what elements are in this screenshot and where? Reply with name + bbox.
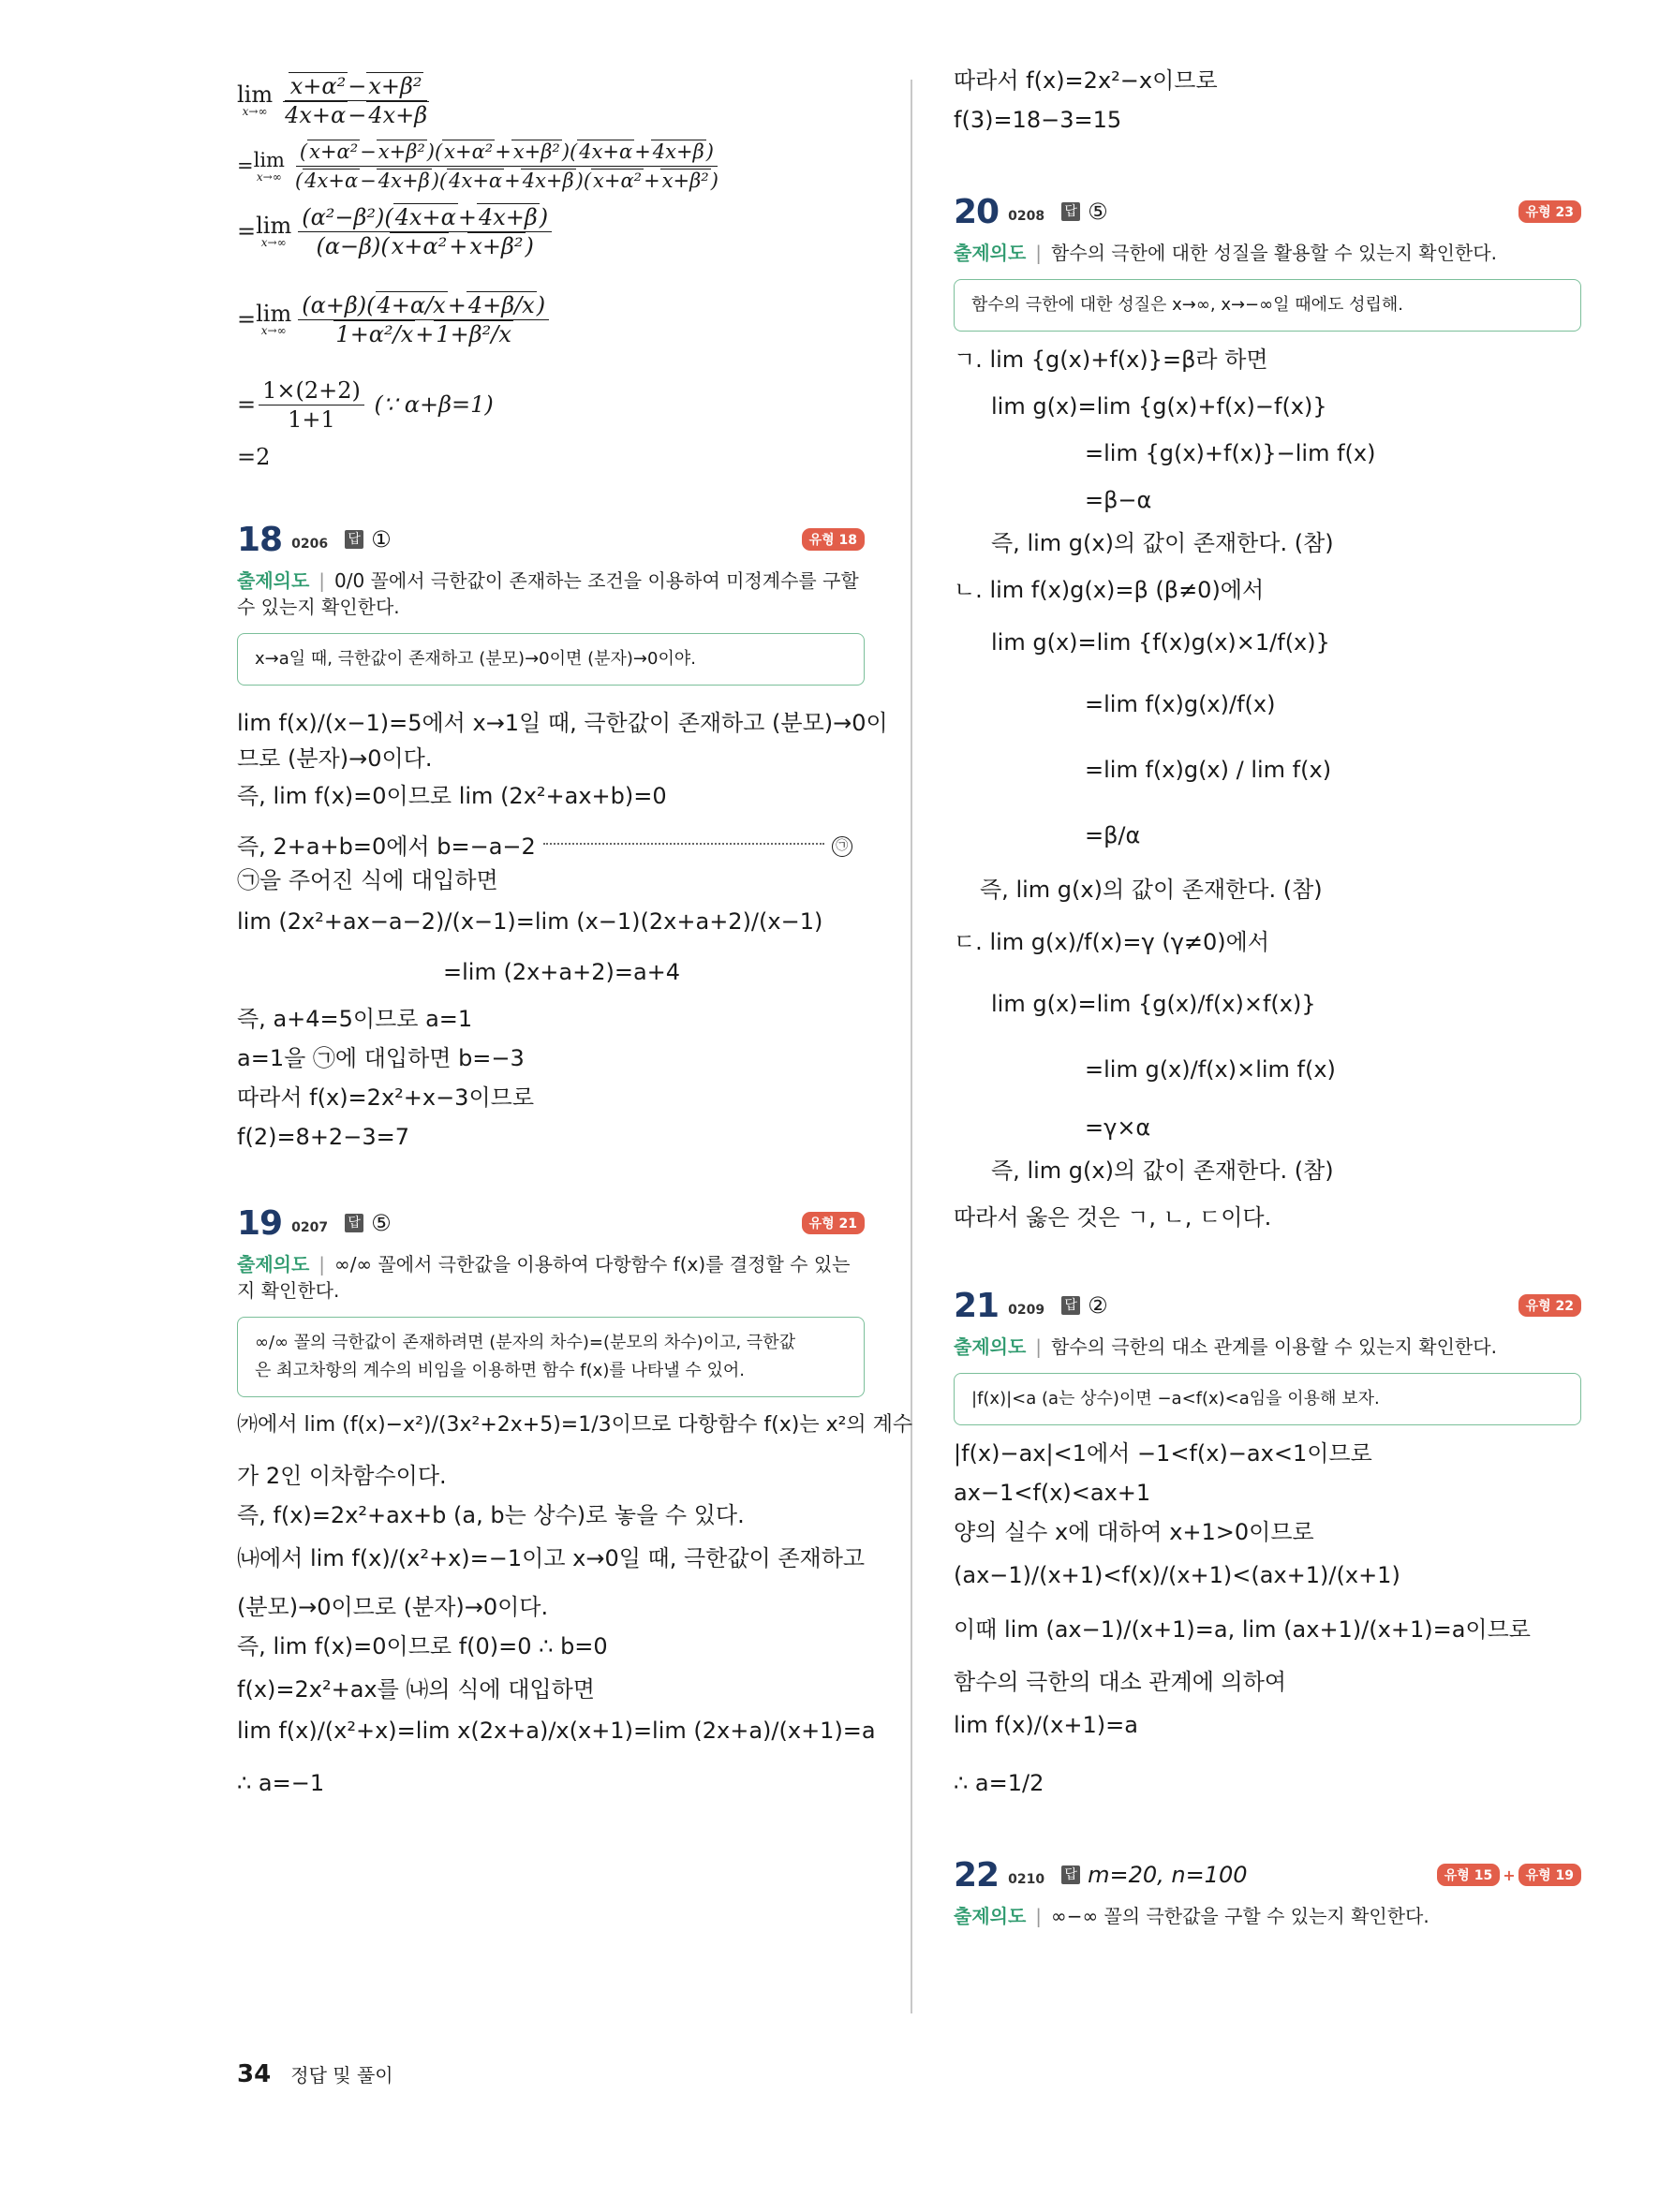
q19-header [237, 1204, 865, 1242]
q21-answer: ② [1088, 1292, 1108, 1319]
page-number: 34 [237, 2060, 272, 2088]
q20-line-7: lim g(x)=lim {f(x)g(x)×1/f(x)} [991, 629, 1330, 656]
q18-line-6: lim (2x²+ax−a−2)/(x−1)=lim (x−1)(2x+a+2)/(x−1) [237, 908, 823, 935]
q17-step-4: = lim x→∞ $\frac{(\alpha+\beta)(4+\alpha/x+4+\beta/x)}{\text{1+α²/x+1+β²/x}}$ [237, 264, 865, 375]
q21-hint-box [954, 1373, 1581, 1425]
q18-line-11: f(2)=8+2−3=7 [237, 1124, 409, 1150]
q18-section [237, 520, 888, 1163]
q18-hint-text: x→a일 때, 극한값이 존재하고 (분모)→0이면 (분자)→0이야. [255, 649, 696, 669]
q19-line-7: f(x)=2x²+ax를 ㈏의 식에 대입하면 [237, 1676, 595, 1703]
q21-hint-text: |f(x)|<a (a는 상수)이면 −a<f(x)<a임을 이용해 보자. [971, 1389, 1380, 1408]
q19-answer: ⑤ [371, 1210, 392, 1236]
q19-intent-text: ∞/∞ 꼴에서 극한값을 이용하여 다항함수 f(x)를 결정할 수 있는지 확인한다. [237, 1253, 851, 1302]
q19-line-6: 즉, lim f(x)=0이므로 f(0)=0 ∴ b=0 [237, 1633, 608, 1659]
q18-type-badge: 유형 18 [802, 528, 865, 551]
q21-line-6: 함수의 극한의 대소 관계에 의하여 [954, 1669, 1287, 1695]
q17-step-3: = lim x→∞ $\frac{\text{(α²−β²)(4x+α+4x+β)}}{\text{(α−β)(x+α²+x+β²)}}$ [237, 199, 865, 264]
q22-type-badges [1437, 1864, 1581, 1886]
q18-line-5: ㉠을 주어진 식에 대입하면 [237, 867, 498, 893]
q22-section [954, 1856, 1581, 1929]
q18-line-9: a=1을 ㉠에 대입하면 b=−3 [237, 1045, 525, 1071]
q20-hint-box [954, 279, 1581, 332]
q17-step-1: lim x→∞ $\frac{\text{x+α²−x+β²}}{4x+\alpha-4x+\beta}$ [237, 72, 428, 128]
q18-line-2: 므로 (분자)→0이다. [237, 745, 433, 772]
q20-number: 20 [954, 192, 1000, 231]
q21-number: 21 [954, 1286, 1000, 1325]
q20-type-badge: 유형 23 [1518, 200, 1581, 223]
q21-line-7: lim f(x)/(x+1)=a [954, 1712, 1138, 1738]
q19-line-8: lim f(x)/(x²+x)=lim x(2x+a)/x(x+1)=lim (2x+a)/(x+1)=a [237, 1718, 876, 1744]
q21-line-3: 양의 실수 x에 대하여 x+1>0이므로 [954, 1519, 1314, 1545]
q19-tail-line-2: f(3)=18−3=15 [954, 107, 1122, 133]
q22-type-badge-1: 유형 15 [1437, 1864, 1500, 1886]
q18-code: 0206 [291, 537, 329, 552]
q21-line-5: 이때 lim (ax−1)/(x+1)=a, lim (ax+1)/(x+1)=a이므로 [954, 1616, 1531, 1643]
q20-intent: 출제의도 | 함수의 극한에 대한 성질을 활용할 수 있는지 확인한다. [954, 242, 1497, 264]
q18-hint-box [237, 633, 865, 686]
q22-answer: m=20, n=100 [1088, 1862, 1248, 1888]
q18-line-7: =lim (2x+a+2)=a+4 [443, 959, 681, 985]
q22-badge-plus: + [1503, 1865, 1516, 1884]
q20-line-12: ㄷ. lim g(x)/f(x)=γ (γ≠0)에서 [954, 929, 1270, 955]
q20-section [954, 193, 1581, 1246]
q19-line-1: ㈎에서 lim (f(x)−x²)/(3x²+2x+5)=1/3이므로 다항함수 f(x)는 x²의 계수 [237, 1413, 913, 1437]
q20-line-17: 따라서 옳은 것은 ㄱ, ㄴ, ㄷ이다. [954, 1204, 1272, 1231]
q20-line-11: 즉, lim g(x)의 값이 존재한다. (참) [980, 877, 1323, 903]
q19-continuation [954, 67, 1581, 146]
answer-label: 답 [1061, 202, 1080, 221]
q18-intent-text: 0/0 꼴에서 극한값이 존재하는 조건을 이용하여 미정계수를 구할 수 있는지 확인한다. [237, 569, 859, 618]
q17-result: =2 [237, 444, 271, 470]
q19-line-2: 가 2인 이차함수이다. [237, 1463, 447, 1489]
q21-type-badge: 유형 22 [1518, 1294, 1581, 1317]
intent-label: 출제의도 [954, 242, 1027, 264]
q20-intent-text: 함수의 극한에 대한 성질을 활용할 수 있는지 확인한다. [1051, 242, 1497, 264]
q20-line-13: lim g(x)=lim {g(x)/f(x)×f(x)} [991, 991, 1316, 1017]
q18-mark: ㉠ [832, 836, 852, 857]
q17-step-2: = lim x→∞ $\frac{\text{(x+α²−x+β²)(x+α²+x+β²)(4x+α+4x+β)}}{\text{(4x+α−4x+β)(4x+α+4x+β)(x+α²+x+β²)}}$ [237, 140, 718, 192]
q19-type-badge: 유형 21 [802, 1212, 865, 1234]
left-column [237, 67, 913, 1809]
page-footer [237, 2060, 393, 2088]
q19-section [237, 1203, 913, 1809]
q19-tail-line-1: 따라서 f(x)=2x²−x이므로 [954, 67, 1218, 94]
q18-intent: 출제의도 | 0/0 꼴에서 극한값이 존재하는 조건을 이용하여 미정계수를 구할 수 있는지 확인한다. [237, 569, 859, 618]
q18-line-3: 즉, lim f(x)=0이므로 lim (2x²+ax+b)=0 [237, 783, 667, 809]
q18-line-4: 즉, 2+a+b=0에서 b=−a−2 ㉠ [237, 826, 865, 867]
q19-hint-line-1: ∞/∞ 꼴의 극한값이 존재하려면 (분자의 차수)=(분모의 차수)이고, 극한값 [255, 1333, 796, 1352]
q20-line-9: =lim f(x)g(x) / lim f(x) [1085, 757, 1332, 783]
q20-line-6: ㄴ. lim f(x)g(x)=β (β≠0)에서 [954, 577, 1265, 603]
q19-number: 19 [237, 1203, 283, 1243]
q18-header [237, 521, 865, 558]
q22-type-badge-2: 유형 19 [1518, 1864, 1581, 1886]
q20-line-10: =β/α [1085, 822, 1141, 848]
q20-line-8: =lim f(x)g(x)/f(x) [1085, 691, 1276, 717]
q21-line-1: |f(x)−ax|<1에서 −1<f(x)−ax<1이므로 [954, 1440, 1372, 1467]
column-divider [911, 80, 912, 2013]
q17-continuation [237, 67, 865, 479]
q19-intent: 출제의도 | ∞/∞ 꼴에서 극한값을 이용하여 다항함수 f(x)를 결정할 수 있는지 확인한다. [237, 1253, 851, 1302]
answer-label: 답 [1061, 1296, 1080, 1315]
q21-intent: 출제의도 | 함수의 극한의 대소 관계를 이용할 수 있는지 확인한다. [954, 1335, 1497, 1358]
q19-code: 0207 [291, 1220, 329, 1235]
q21-line-4: (ax−1)/(x+1)<f(x)/(x+1)<(ax+1)/(x+1) [954, 1562, 1400, 1588]
q22-intent-text: ∞−∞ 꼴의 극한값을 구할 수 있는지 확인한다. [1051, 1905, 1429, 1927]
right-column [954, 67, 1581, 1929]
intent-label: 출제의도 [954, 1905, 1027, 1927]
q18-line-8: 즉, a+4=5이므로 a=1 [237, 1006, 473, 1032]
answer-label: 답 [1061, 1865, 1080, 1884]
q18-number: 18 [237, 520, 283, 559]
q21-section [954, 1287, 1581, 1819]
q21-intent-text: 함수의 극한의 대소 관계를 이용할 수 있는지 확인한다. [1051, 1335, 1497, 1358]
q20-line-1: ㄱ. lim {g(x)+f(x)}=β라 하면 [954, 347, 1268, 373]
q20-line-5: 즉, lim g(x)의 값이 존재한다. (참) [991, 530, 1334, 556]
q20-line-4: =β−α [1085, 487, 1152, 513]
q20-header [954, 193, 1581, 230]
q22-code: 0210 [1008, 1872, 1045, 1887]
q21-header [954, 1287, 1581, 1324]
q19-line-9: ∴ a=−1 [237, 1770, 325, 1796]
q22-intent: 출제의도 | ∞−∞ 꼴의 극한값을 구할 수 있는지 확인한다. [954, 1905, 1429, 1927]
q21-line-2: ax−1<f(x)<ax+1 [954, 1480, 1151, 1506]
page-title: 정답 및 풀이 [290, 2064, 393, 2087]
q21-line-8: ∴ a=1/2 [954, 1770, 1044, 1796]
q20-hint-text: 함수의 극한에 대한 성질은 x→∞, x→−∞일 때에도 성립해. [971, 295, 1404, 315]
answer-label: 답 [345, 530, 363, 549]
q18-line-10: 따라서 f(x)=2x²+x−3이므로 [237, 1084, 535, 1111]
q22-number: 22 [954, 1855, 1000, 1895]
intent-label: 출제의도 [954, 1335, 1027, 1358]
q20-code: 0208 [1008, 209, 1045, 224]
q20-answer: ⑤ [1088, 199, 1108, 225]
q21-code: 0209 [1008, 1303, 1045, 1318]
q17-step-5: = $\frac{1\times(2+2)}{1+1}$ (∵ α+β=1) [237, 376, 494, 433]
q22-header [954, 1856, 1581, 1894]
q19-line-4: ㈏에서 lim f(x)/(x²+x)=−1이고 x→0일 때, 극한값이 존재하고 [237, 1545, 866, 1571]
q19-line-5: (분모)→0이므로 (분자)→0이다. [237, 1594, 549, 1620]
q20-line-16: 즉, lim g(x)의 값이 존재한다. (참) [991, 1158, 1334, 1184]
answer-label: 답 [345, 1214, 363, 1232]
intent-label: 출제의도 [237, 569, 310, 592]
q19-hint-line-2: 은 최고차항의 계수의 비임을 이용하면 함수 f(x)를 나타낼 수 있어. [255, 1361, 745, 1380]
q20-line-15: =γ×α [1085, 1114, 1151, 1141]
q20-line-2: lim g(x)=lim {g(x)+f(x)−f(x)} [991, 393, 1327, 420]
intent-label: 출제의도 [237, 1253, 310, 1276]
q20-line-14: =lim g(x)/f(x)×lim f(x) [1085, 1056, 1336, 1083]
q18-answer: ① [371, 526, 392, 553]
q20-line-3: =lim {g(x)+f(x)}−lim f(x) [1085, 440, 1376, 466]
q19-hint-box [237, 1317, 865, 1397]
q19-line-3: 즉, f(x)=2x²+ax+b (a, b는 상수)로 놓을 수 있다. [237, 1502, 745, 1528]
q18-line-1: lim f(x)/(x−1)=5에서 x→1일 때, 극한값이 존재하고 (분모)→0이 [237, 710, 888, 736]
